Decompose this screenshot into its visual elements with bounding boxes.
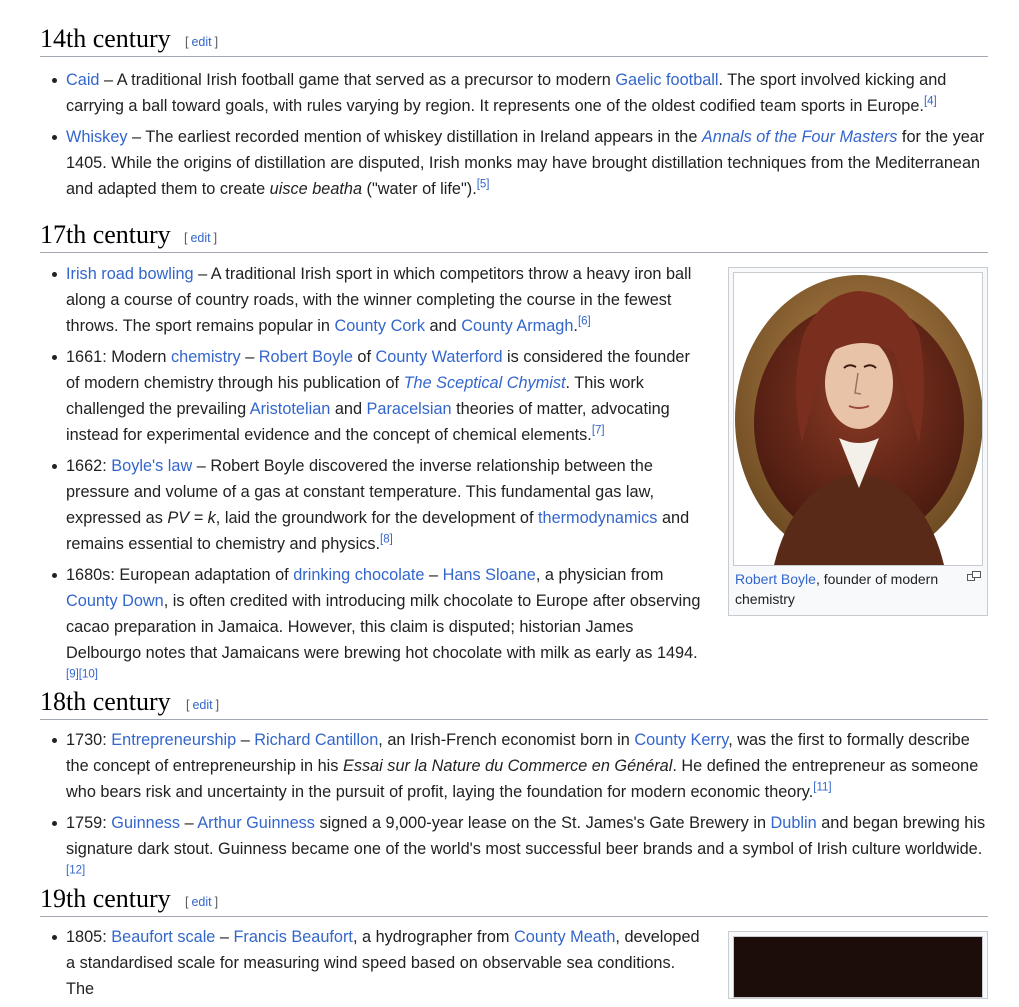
- citation-link[interactable]: [5]: [476, 178, 490, 191]
- item-text: and began brewing his signature dark stout. Guinness became one of the world's most successful beer brands and a symbol of Irish culture worldwide.: [66, 814, 986, 858]
- item-text: , developed a standardised scale for measuring wind speed based on observable sea conditions. The: [66, 928, 700, 998]
- section-17th-century: [40, 212, 988, 697]
- portrait-image[interactable]: [733, 936, 983, 998]
- item-text: 1680s: European adaptation of: [66, 566, 294, 584]
- item-text: –: [236, 731, 255, 749]
- county-kerry-link[interactable]: County Kerry: [634, 731, 729, 749]
- item-text: 1805:: [66, 928, 112, 946]
- citation-link[interactable]: [11]: [813, 781, 832, 794]
- item-text: signed a 9,000-year lease on the St. James's Gate Brewery in: [314, 814, 771, 832]
- citation: [924, 96, 937, 108]
- entrepreneurship-link[interactable]: Entrepreneurship: [111, 731, 237, 749]
- item-text: ("water of life").: [362, 180, 477, 198]
- edit-section: [ edit ]: [185, 35, 219, 49]
- portrait-image[interactable]: [733, 272, 983, 566]
- section-heading: [40, 679, 988, 720]
- formula: PV = k: [167, 509, 216, 527]
- hans-sloane-link[interactable]: Hans Sloane: [442, 566, 536, 584]
- citation-link[interactable]: [4]: [923, 95, 937, 108]
- list-item: [66, 562, 706, 692]
- section-title: 18th century: [40, 687, 171, 716]
- citation: [592, 425, 605, 437]
- italic-term: uisce beatha: [269, 180, 363, 198]
- item-text: and: [424, 317, 462, 335]
- item-text: . This work challenged the prevailing: [66, 374, 644, 418]
- chemistry-link[interactable]: chemistry: [171, 348, 241, 366]
- arthur-guinness-link[interactable]: Arthur Guinness: [197, 814, 315, 832]
- item-text: – A traditional Irish football game that served as a precursor to modern: [99, 71, 616, 89]
- list-item: [66, 453, 706, 557]
- edit-section: [ edit ]: [186, 698, 220, 712]
- item-list: [40, 727, 988, 888]
- citation-link[interactable]: [10]: [78, 668, 98, 681]
- county-down-link[interactable]: County Down: [66, 592, 164, 610]
- item-list: [40, 67, 988, 202]
- item-list: [40, 261, 706, 692]
- item-text: –: [424, 566, 443, 584]
- francis-beaufort-link[interactable]: Francis Beaufort: [233, 928, 353, 946]
- citation: [66, 865, 85, 877]
- list-item: [66, 67, 988, 119]
- robert-boyle-portrait: [734, 273, 983, 565]
- item-text: theories of matter, advocating instead for experimental evidence and the concept of chemical elements.: [66, 400, 670, 444]
- citation-link[interactable]: [7]: [591, 424, 605, 437]
- robert-boyle-caption-link[interactable]: Robert Boyle: [735, 571, 816, 587]
- item-text: 1661: Modern: [66, 348, 171, 366]
- edit-link[interactable]: edit: [192, 698, 213, 712]
- citation: [578, 316, 591, 328]
- dublin-link[interactable]: Dublin: [770, 814, 817, 832]
- list-item: [66, 924, 706, 1002]
- caption-text: , founder of modern chemistry: [735, 571, 939, 607]
- paracelsian-link[interactable]: Paracelsian: [366, 400, 452, 418]
- irish-road-bowling-link[interactable]: Irish road bowling: [66, 265, 194, 283]
- section-18th-century: [40, 679, 988, 893]
- citation-link[interactable]: [9]: [66, 668, 79, 681]
- citation-link[interactable]: [12]: [66, 864, 86, 877]
- section-heading: [40, 876, 988, 917]
- item-text: 1730:: [66, 731, 112, 749]
- county-waterford-link[interactable]: County Waterford: [375, 348, 503, 366]
- enlarge-icon[interactable]: [967, 571, 981, 581]
- county-cork-link[interactable]: County Cork: [334, 317, 425, 335]
- county-meath-link[interactable]: County Meath: [514, 928, 616, 946]
- county-armagh-link[interactable]: County Armagh: [461, 317, 574, 335]
- citation: [380, 534, 393, 546]
- item-text: 1662:: [66, 457, 112, 475]
- section-title: 19th century: [40, 884, 171, 913]
- edit-link[interactable]: edit: [190, 231, 211, 245]
- item-text: for the year 1405. While the origins of distillation are disputed, Irish monks may have brought distillation techniques from the Mediterranean and adapted them to create: [66, 128, 985, 198]
- section-title: 14th century: [40, 24, 171, 53]
- item-text: of: [352, 348, 376, 366]
- caid-link[interactable]: Caid: [66, 71, 100, 89]
- citation-link[interactable]: [8]: [380, 533, 393, 546]
- item-text: – Robert Boyle discovered the inverse relationship between the pressure and volume of a gas at constant temperature. This fundamental gas law, expressed as: [66, 457, 654, 527]
- thermodynamics-link[interactable]: thermodynamics: [538, 509, 658, 527]
- section-title: 17th century: [40, 220, 171, 249]
- robert-boyle-link[interactable]: Robert Boyle: [258, 348, 353, 366]
- item-text: , laid the groundwork for the development of: [215, 509, 538, 527]
- edit-link[interactable]: edit: [191, 895, 212, 909]
- item-text: , a physician from: [535, 566, 664, 584]
- item-text: .: [573, 317, 578, 335]
- item-text: and: [330, 400, 367, 418]
- guinness-link[interactable]: Guinness: [111, 814, 181, 832]
- gaelic-football-link[interactable]: Gaelic football: [615, 71, 719, 89]
- item-text: –: [180, 814, 198, 832]
- item-list: [40, 924, 706, 1002]
- citation: [477, 179, 490, 191]
- annals-link[interactable]: Annals of the Four Masters: [701, 128, 898, 146]
- item-text: , was the first to formally describe the concept of entrepreneurship in his: [66, 731, 970, 775]
- section-14th-century: [40, 16, 988, 207]
- sceptical-chymist-link[interactable]: The Sceptical Chymist: [403, 374, 566, 392]
- item-text: . He defined the entrepreneur as someone who bears risk and uncertainty in the pursuit of profit, laying the foundation for modern economic theory.: [66, 757, 979, 801]
- section-19th-century: [40, 876, 988, 1007]
- item-text: –: [215, 928, 234, 946]
- beaufort-scale-link[interactable]: Beaufort scale: [111, 928, 216, 946]
- item-text: is considered the founder of modern chemistry through his publication of: [66, 348, 690, 392]
- edit-link[interactable]: edit: [191, 35, 212, 49]
- list-item: [66, 124, 988, 202]
- section-heading: [40, 16, 988, 57]
- figure-caption: [733, 566, 983, 611]
- item-text: – The earliest recorded mention of whiskey distillation in Ireland appears in the: [127, 128, 702, 146]
- item-text: –: [240, 348, 259, 366]
- citation-link[interactable]: [6]: [577, 315, 591, 328]
- item-text: , an Irish-French economist born in: [378, 731, 635, 749]
- item-text: – A traditional Irish sport in which competitors throw a heavy iron ball along a course of country roads, with the winner completing the course in the fewest throws. The sport remains popular in: [66, 265, 692, 335]
- boyles-law-link[interactable]: Boyle's law: [111, 457, 193, 475]
- aristotelian-link[interactable]: Aristotelian: [249, 400, 331, 418]
- list-item: [66, 727, 988, 805]
- item-text: , a hydrographer from: [352, 928, 515, 946]
- item-text: and remains essential to chemistry and physics.: [66, 509, 690, 553]
- drinking-chocolate-link[interactable]: drinking chocolate: [293, 566, 425, 584]
- item-text: , is often credited with introducing milk chocolate to Europe after observing cacao preparation in Jamaica. However, this claim is disputed; historian James Delbourgo notes that Jamaicans were brewing hot chocolate with milk as early as 1494.: [66, 592, 701, 662]
- item-text: 1759:: [66, 814, 112, 832]
- edit-section: [ edit ]: [185, 895, 219, 909]
- list-item: [66, 344, 706, 448]
- figure-francis-beaufort: [728, 931, 988, 999]
- book-title: Essai sur la Nature du Commerce en Général: [342, 757, 673, 775]
- item-text: . The sport involved kicking and carrying a ball toward goals, with rules varying by region. It represents one of the oldest codified team sports in Europe.: [66, 71, 947, 115]
- list-item: [66, 261, 706, 339]
- richard-cantillon-link[interactable]: Richard Cantillon: [254, 731, 379, 749]
- whiskey-link[interactable]: Whiskey: [66, 128, 128, 146]
- figure-robert-boyle: [728, 267, 988, 616]
- section-heading: [40, 212, 988, 253]
- citation: [813, 782, 831, 794]
- edit-section: [ edit ]: [184, 231, 218, 245]
